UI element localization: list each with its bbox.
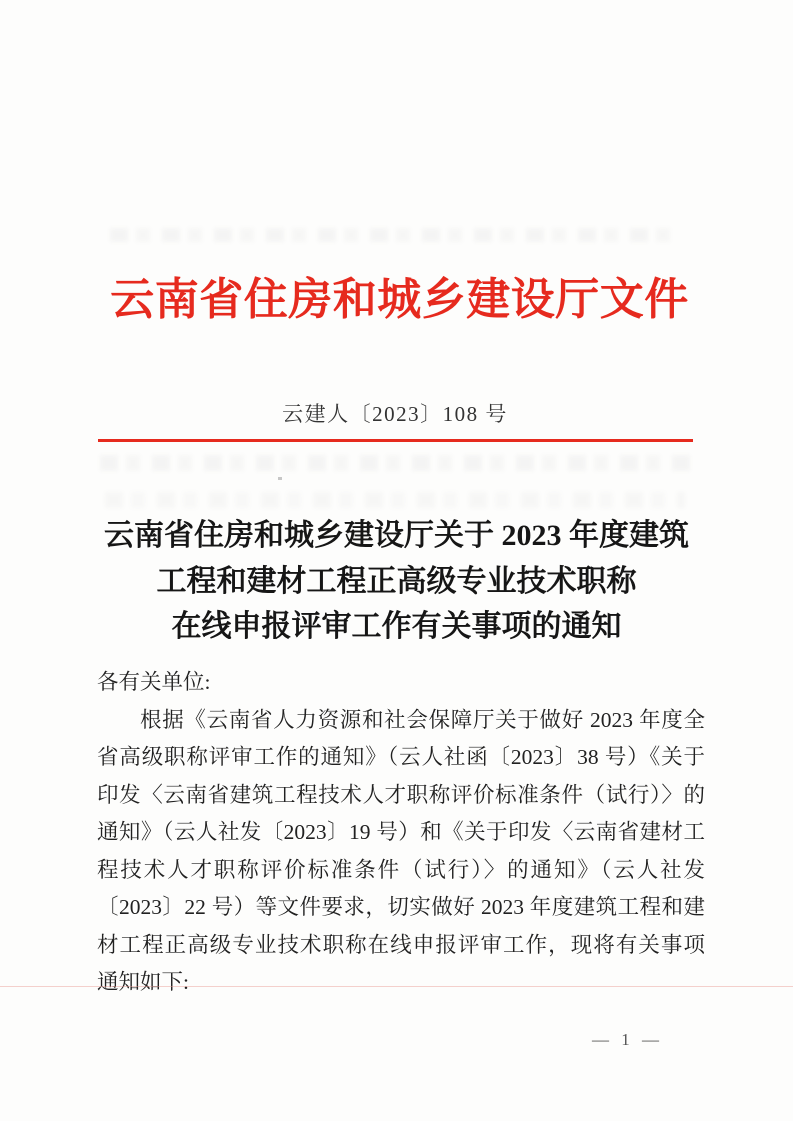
scan-bleed-artifact	[100, 455, 690, 471]
scan-bleed-artifact	[110, 228, 670, 242]
page-number: — 1 —	[592, 1030, 663, 1049]
red-divider-line	[98, 439, 693, 442]
document-title-line: 工程和建材工程正高级专业技术职称	[156, 564, 637, 598]
body-text-line: 省高级职称评审工作的通知》（云人社函〔2023〕38 号）《关于	[97, 745, 705, 769]
scan-speck-artifact	[278, 477, 282, 480]
document-title-line: 云南省住房和城乡建设厅关于 2023 年度建筑	[104, 519, 689, 552]
body-text-line: 程技术人才职称评价标准条件（试行）〉的通知》（云人社发	[97, 857, 705, 882]
document-body	[97, 664, 705, 1002]
document-number: 云建人〔2023〕108 号	[282, 402, 508, 426]
body-text-line: 印发〈云南省建筑工程技术人才职称评价标准条件（试行）〉的	[97, 782, 705, 807]
body-text-line: 通知》（云人社发〔2023〕19 号）和《关于印发〈云南省建材工	[97, 820, 705, 844]
document-letterhead-title: 云南省住房和城乡建设厅文件	[110, 275, 689, 324]
body-text-line: 通知如下:	[97, 970, 189, 994]
body-text-line: 根据《云南省人力资源和社会保障厅关于做好 2023 年度全	[140, 707, 705, 732]
salutation: 各有关单位:	[97, 670, 211, 694]
document-title-line: 在线申报评审工作有关事项的通知	[171, 610, 622, 643]
body-text-line: 〔2023〕22 号）等文件要求，切实做好 2023 年度建筑工程和建	[97, 895, 705, 919]
scan-bleed-artifact	[105, 492, 685, 508]
body-text-line: 材工程正高级专业技术职称在线申报评审工作，现将有关事项	[97, 932, 705, 957]
document-title	[92, 513, 701, 650]
